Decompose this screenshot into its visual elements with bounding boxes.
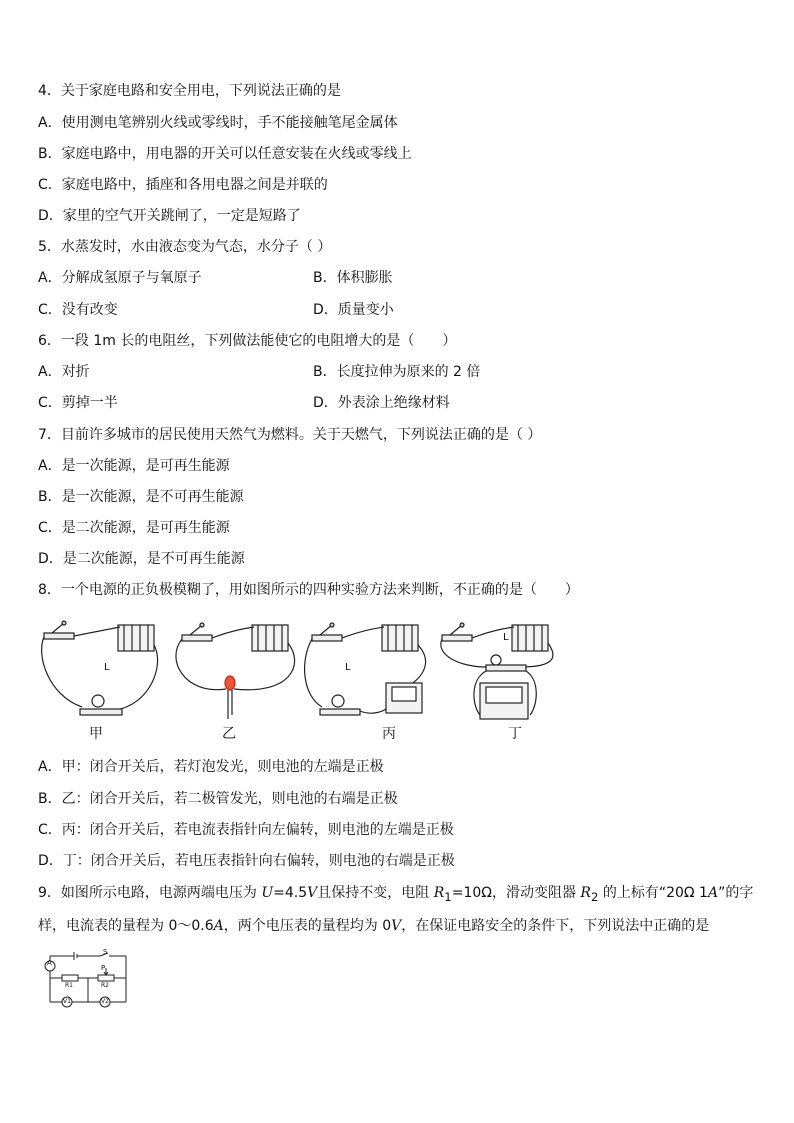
q8-stem: 8．一个电源的正负极模糊了，用如图所示的四种实验方法来判断，不正确的是（ ） (38, 582, 579, 598)
figure-ding (441, 623, 553, 719)
q5-option-b: B．体积膨胀 (313, 270, 393, 286)
circuit-ammeter-label: A (47, 959, 52, 967)
q4-stem: 4．关于家庭电路和安全用电，下列说法正确的是 (38, 83, 341, 99)
q5-option-c: C．没有改变 (38, 302, 118, 318)
q8-experiment-figure (40, 615, 560, 745)
ding-lamp-label: L (503, 632, 509, 643)
q6-stem: 6．一段 1m 长的电阻丝，下列做法能使它的电阻增大的是（ ） (38, 333, 457, 349)
figure-label-bing: 丙 (382, 726, 396, 742)
q4-option-b: B．家庭电路中，用电器的开关可以任意安装在火线或零线上 (38, 146, 412, 162)
q7-option-b: B．是一次能源，是不可再生能源 (38, 489, 244, 505)
circuit-switch-label: S (103, 948, 108, 956)
q5-option-a: A．分解成氢原子与氧原子 (38, 270, 202, 286)
q8-option-b: B．乙：闭合开关后，若二极管发光，则电池的右端是正极 (38, 791, 398, 807)
circuit-r2-label: R2 (101, 982, 109, 989)
q8-option-d: D．丁：闭合开关后，若电压表指针向右偏转，则电池的右端是正极 (38, 853, 455, 869)
circuit-v2-label: V2 (101, 998, 109, 1005)
q4-option-d: D．家里的空气开关跳闸了，一定是短路了 (38, 208, 301, 224)
q7-option-c: C．是二次能源，是可再生能源 (38, 520, 230, 536)
figure-label-yi: 乙 (222, 726, 236, 742)
q6-option-d: D．外表涂上绝缘材料 (313, 395, 450, 411)
figure-jia (42, 621, 158, 715)
q9-circuit-diagram (42, 952, 132, 1010)
q5-stem: 5．水蒸发时，水由液态变为气态，水分子（ ） (38, 239, 332, 255)
circuit-v1-label: V1 (63, 998, 71, 1005)
q8-option-a: A．甲：闭合开关后，若灯泡发光，则电池的左端是正极 (38, 759, 384, 775)
circuit-r1-label: R1 (65, 982, 73, 989)
figure-bing (305, 623, 426, 715)
q4-option-a: A．使用测电笔辨别火线或零线时，手不能接触笔尾金属体 (38, 115, 398, 131)
jia-lamp-label: L (104, 662, 110, 673)
q8-option-c: C．丙：闭合开关后，若电流表指针向左偏转，则电池的左端是正极 (38, 822, 454, 838)
bing-lamp-label: L (345, 662, 351, 673)
figure-label-jia: 甲 (89, 726, 103, 742)
q7-option-d: D．是二次能源，是不可再生能源 (38, 551, 245, 567)
q5-option-d: D．质量变小 (313, 302, 394, 318)
figure-yi (176, 623, 295, 719)
q9-stem: 9．如图所示电路，电源两端电压为 U=4.5V且保持不变，电阻 $R_1=10\Omega$，滑动变阻器 $R_2$ 的上标有“20Ω 1A”的字样，电流表的量程为 0～0.6A，两个电压表的量程均为 0V，在保证电路安全的条件下，下列说法中正确的是 (38, 885, 754, 934)
figure-label-ding: 丁 (508, 726, 522, 742)
q7-stem: 7．目前许多城市的居民使用天然气为燃料。关于天燃气，下列说法正确的是（ ） (38, 427, 542, 443)
q6-option-b: B．长度拉伸为原来的 2 倍 (313, 364, 481, 380)
circuit-slider-label: P (101, 964, 106, 972)
q6-option-c: C．剪掉一半 (38, 395, 118, 411)
q4-option-c: C．家庭电路中，插座和各用电器之间是并联的 (38, 177, 328, 193)
q7-option-a: A．是一次能源，是可再生能源 (38, 458, 230, 474)
q6-option-a: A．对折 (38, 364, 90, 380)
